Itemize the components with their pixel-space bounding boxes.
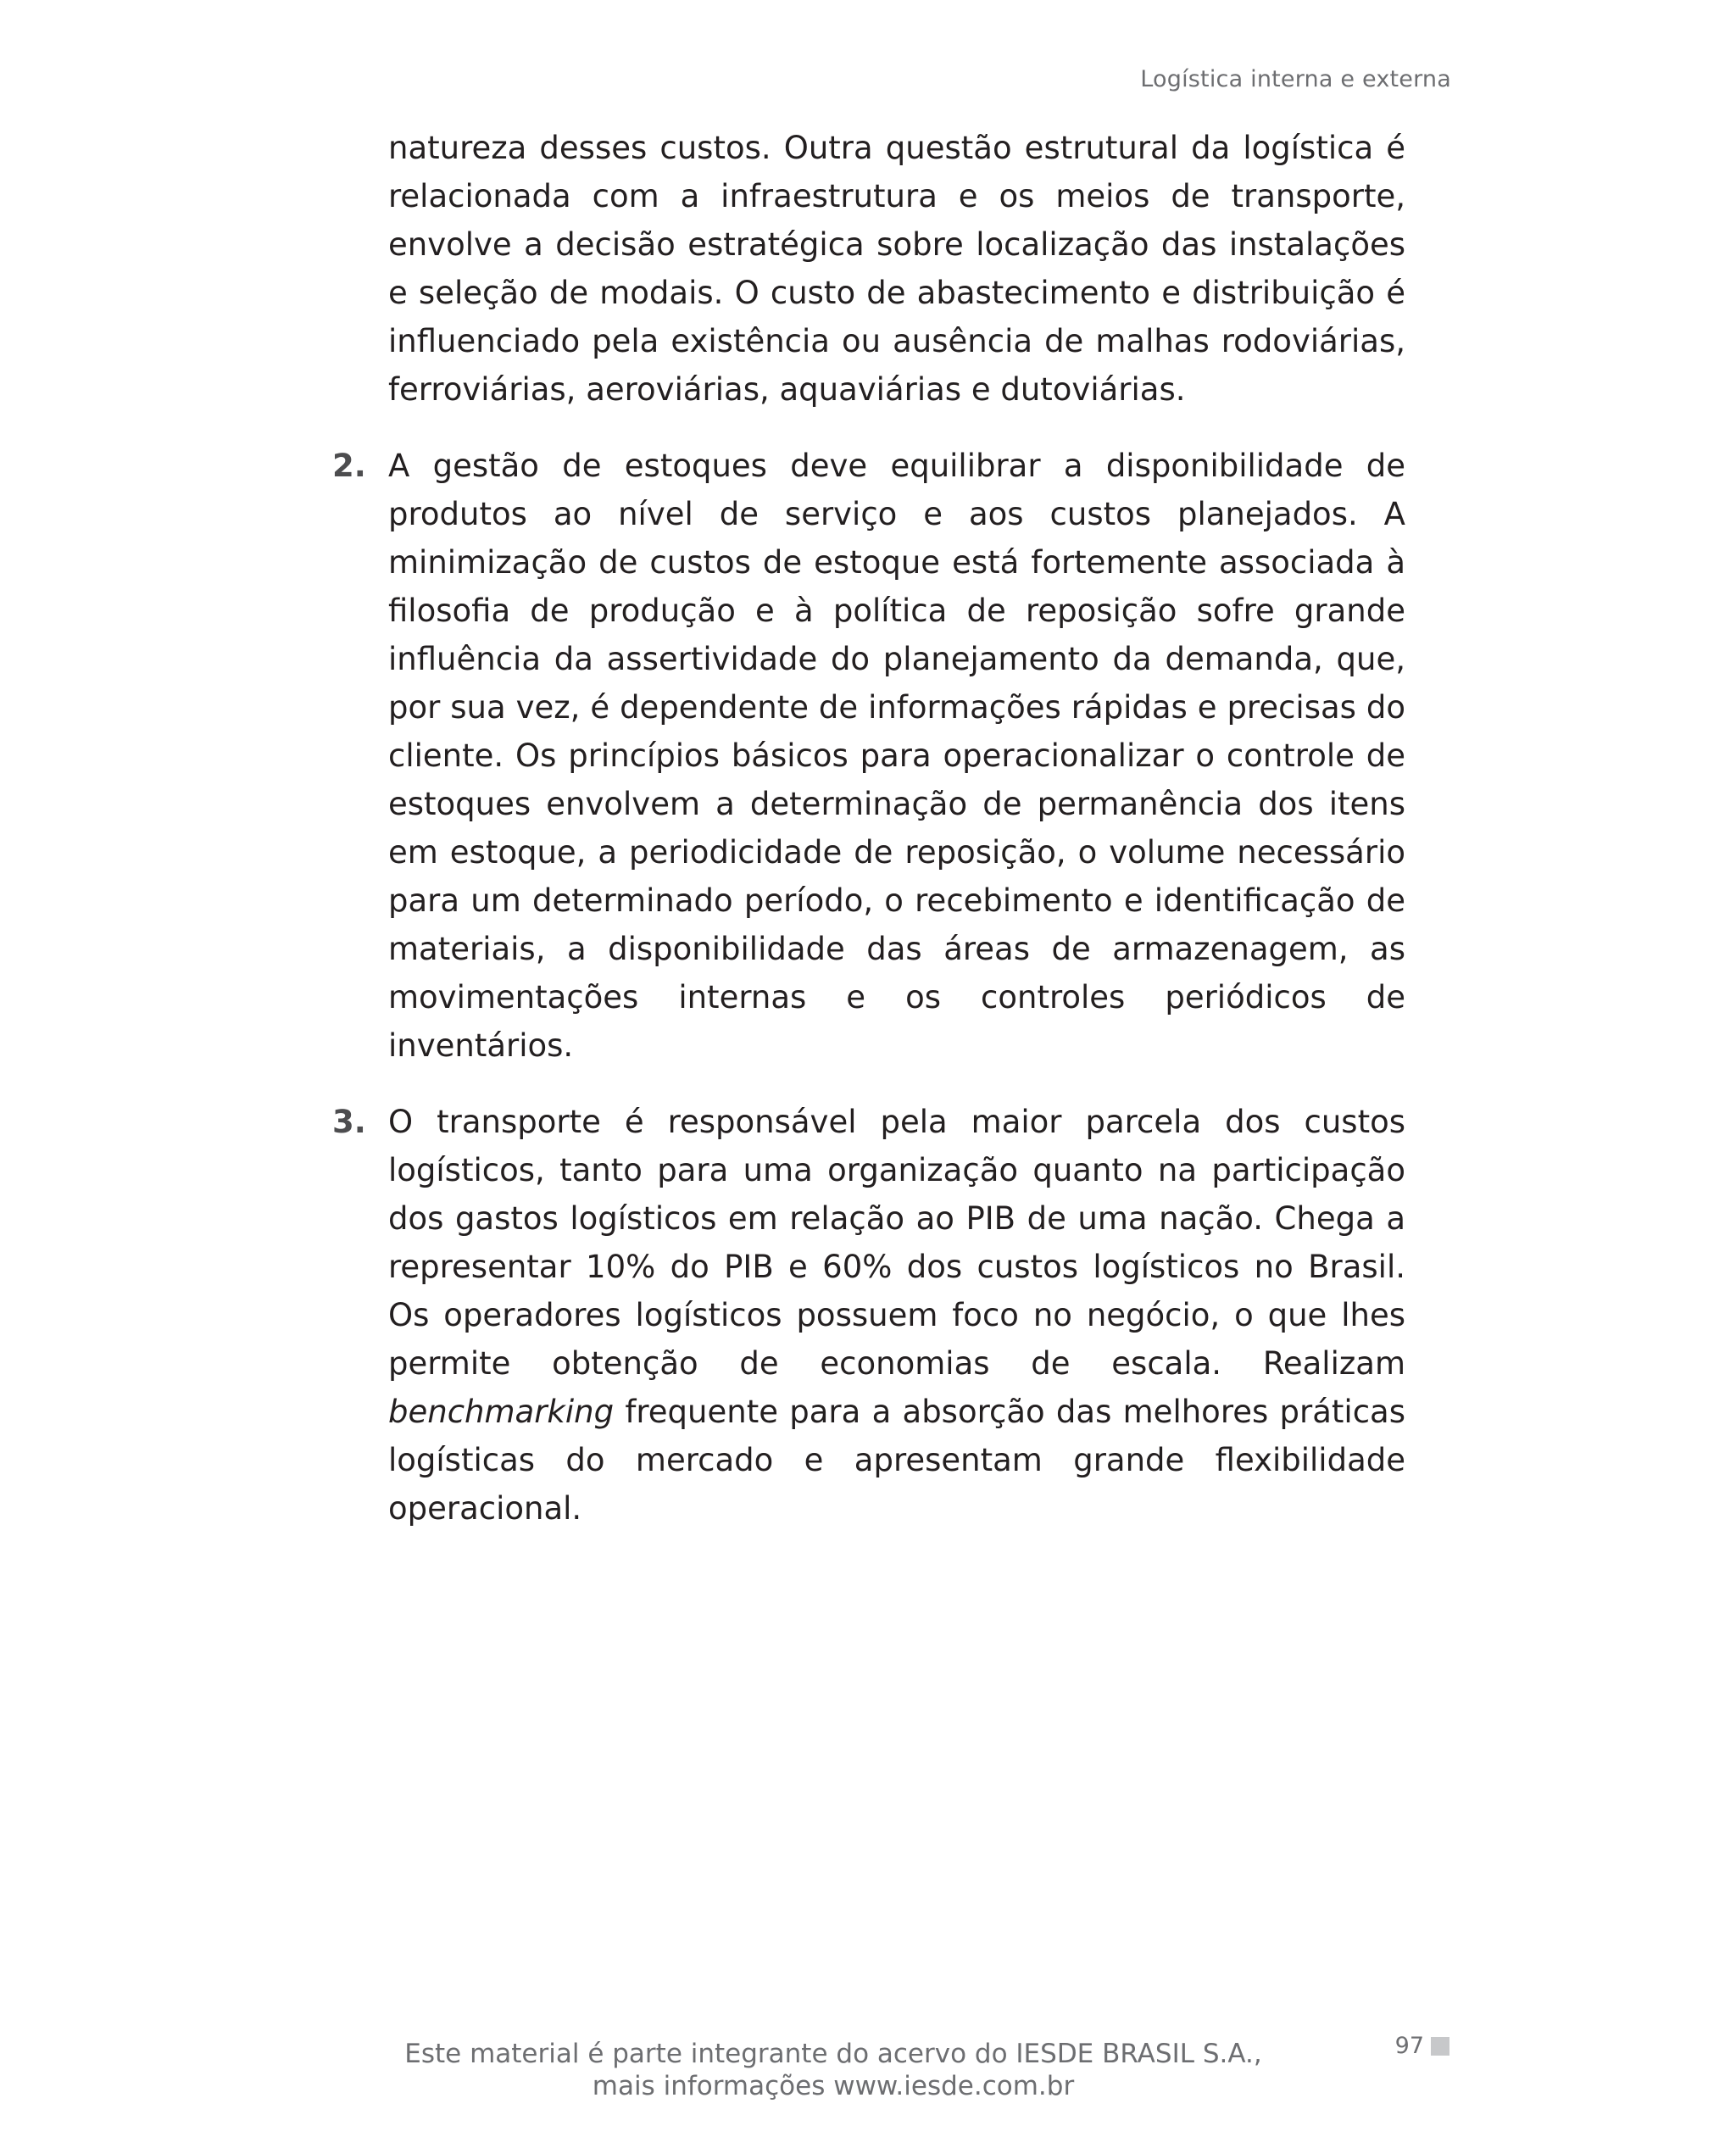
page-number: 97 xyxy=(1394,2033,1424,2059)
footer-line-1: Este material é parte integrante do acervo do IESDE BRASIL S.A., xyxy=(404,2039,1262,2069)
italic-term: benchmarking xyxy=(388,1394,615,1430)
text-segment: O transporte é responsável pela maior parcela dos custos logísticos, tanto para uma organização quanto na participação dos gastos logísticos em relação ao PIB de uma nação. Chega a representar 10% do PIB e 60% dos custos logísticos no Brasil. Os operadores logísticos possuem foco no negócio, o que lhes permite obtenção de economias de escala. Realizam xyxy=(388,1104,1405,1382)
text-segment: frequente para a absorção das melhores práticas logísticas do mercado e apresentam grande flexibilidade operacional. xyxy=(388,1394,1405,1527)
list-item-3 xyxy=(332,1098,1405,1533)
intro-paragraph: natureza desses custos. Outra questão estrutural da logística é relacionada com a infraestrutura e os meios de transporte, envolve a decisão estratégica sobre localização das instalações e seleção de modais. O custo de abastecimento e distribuição é influenciado pela existência ou ausência de malhas rodoviárias, ferroviárias, aeroviárias, aquaviárias e dutoviárias. xyxy=(388,130,1405,408)
list-number: 3. xyxy=(332,1104,366,1140)
list-item-text xyxy=(388,1098,1405,1533)
page-marker-square xyxy=(1431,2037,1449,2056)
list-number: 2. xyxy=(332,448,366,484)
list-item-text: A gestão de estoques deve equilibrar a disponibilidade de produtos ao nível de serviço e aos custos planejados. A minimização de custos de estoque está fortemente associada à filosofia de produção e à política de reposição sofre grande influência da assertividade do planejamento da demanda, que, por sua vez, é dependente de informações rápidas e precisas do cliente. Os princípios básicos para operacionalizar o controle de estoques envolvem a determinação de permanência dos itens em estoque, a periodicidade de reposição, o volume necessário para um determinado período, o recebimento e identificação de materiais, a disponibilidade das áreas de armazenagem, as movimentações internas e os controles periódicos de inventários. xyxy=(388,448,1405,1064)
footer-line-2: mais informações www.iesde.com.br xyxy=(592,2071,1075,2101)
list-item-2 xyxy=(332,442,1405,1070)
running-header: Logística interna e externa xyxy=(1140,66,1451,92)
page-body xyxy=(332,124,1405,1533)
